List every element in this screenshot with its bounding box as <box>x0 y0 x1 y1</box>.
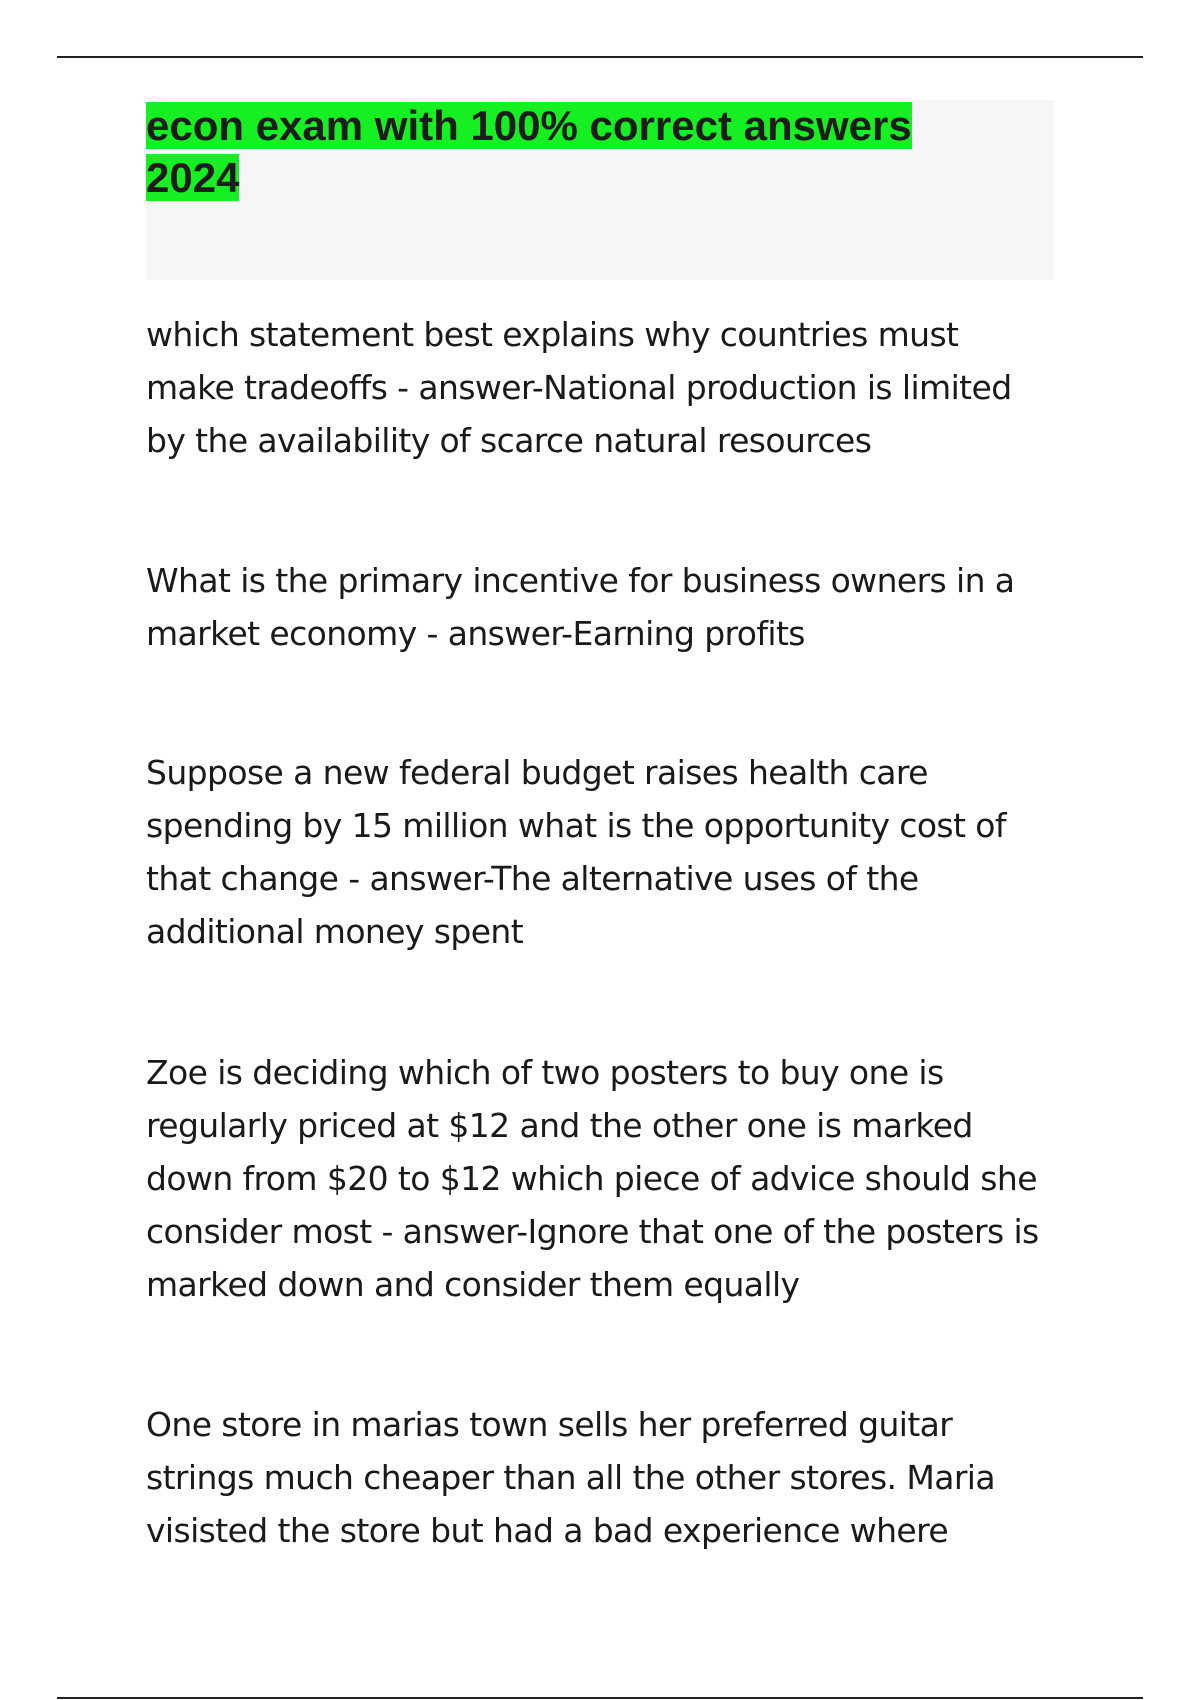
question-answer-2: What is the primary incentive for business owners in a market economy - answer-Earning profits <box>146 561 1015 653</box>
question-answer-3: Suppose a new federal budget raises health care spending by 15 million what is the opportunity cost of that change - answer-The alternative uses of the additional money spent <box>146 753 1006 951</box>
title-box <box>146 100 1054 280</box>
top-rule <box>57 56 1143 58</box>
question-answer-1: which statement best explains why countries must make tradeoffs - answer-National production is limited by the availability of scarce natural resources <box>146 315 1012 460</box>
question-answer-5: One store in marias town sells her preferred guitar strings much cheaper than all the other stores. Maria visisted the store but had a bad experience where <box>146 1405 995 1550</box>
document-title-text: econ exam with 100% correct answers 2024 <box>146 102 912 201</box>
bottom-rule <box>57 1697 1143 1699</box>
question-answer-4: Zoe is deciding which of two posters to buy one is regularly priced at $12 and the other one is marked down from $20 to $12 which piece of advice should she consider most - answer-Ignore that one of the posters is marked down and consider them equally <box>146 1053 1039 1304</box>
document-title <box>146 100 966 204</box>
